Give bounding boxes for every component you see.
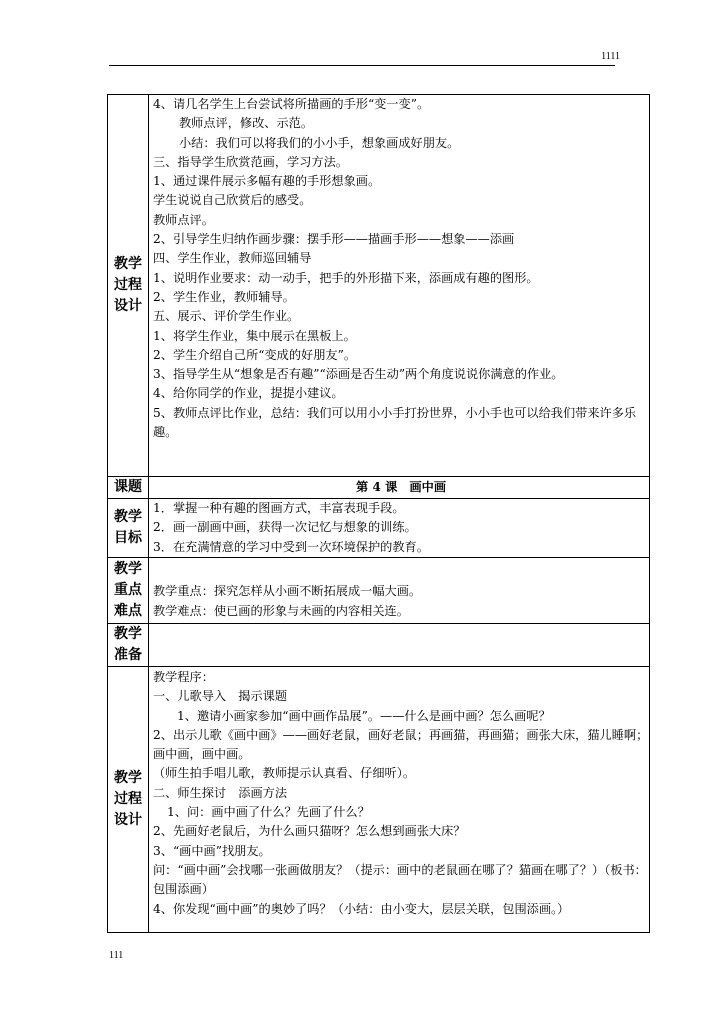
header-rule <box>109 65 615 66</box>
table-row <box>108 499 650 558</box>
table-row <box>108 95 650 477</box>
label-line: 教学 <box>114 770 142 786</box>
text-line: 教师点评，修改、示范。 <box>179 116 314 131</box>
page-header-number: 1111 <box>601 51 620 62</box>
label-line: 教学 <box>114 626 142 642</box>
table-row <box>108 558 650 624</box>
text-line: 5、教师点评比作业，总结：我们可以用小小手打扮世界，小小手也可以给我们带来许多乐趣。 <box>153 405 637 440</box>
text-line: 教学重点：探究怎样从小画不断拓展成一幅大画。 <box>153 584 422 599</box>
row-label <box>108 95 149 477</box>
table-row <box>108 477 650 499</box>
text-line: 二、师生探讨 添画方法 <box>153 785 288 800</box>
label-line: 教学 <box>114 509 142 525</box>
text-line: 2、引导学生归纳作画步骤：摆手形——描画手形——想象——添画 <box>153 232 515 247</box>
row-content-empty <box>149 624 650 667</box>
text-line: 四、学生作业，教师巡回辅导 <box>153 251 312 266</box>
row-content <box>149 499 650 558</box>
page-footer-number: 111 <box>109 950 124 961</box>
row-label <box>108 499 149 558</box>
row-label <box>108 558 149 624</box>
label-line: 目标 <box>114 530 142 546</box>
text-line: 一、儿歌导入 揭示课题 <box>153 689 288 704</box>
text-line: 2、先画好老鼠后，为什么画只猫呀？怎么想到画张大床？ <box>153 824 466 839</box>
text-line: 2、学生作业，教师辅导。 <box>153 289 295 304</box>
label-line: 重点 <box>114 582 142 598</box>
row-label <box>108 477 149 499</box>
text-line: 教学程序： <box>153 670 214 684</box>
text-line: 问：“画中画”会找哪一张画做朋友？（提示：画中的老鼠画在哪了？猫画在哪了？）（板书：包围添画） <box>153 862 647 897</box>
text-line: 1．掌握一种有趣的图画方式，丰富表现手段。 <box>153 501 405 515</box>
label-line: 教学 <box>114 561 142 577</box>
text-line: 1、说明作业要求：动一动手，把手的外形描下来，添画成有趣的图形。 <box>153 270 539 285</box>
lesson-title: 第 4 课 画中画 <box>149 477 650 499</box>
text-line: 1、邀请小画家参加“画中画作品展”。——什么是画中画？怎么画呢？ <box>177 708 551 723</box>
label-line: 课题 <box>114 479 142 495</box>
text-line: 3、指导学生从“想象是否有趣”“添画是否生动”两个角度说说你满意的作业。 <box>153 367 564 382</box>
row-label <box>108 667 149 933</box>
text-line: 4、给你同学的作业，提提小建议。 <box>153 386 344 401</box>
text-line: 4、请几名学生上台尝试将所描画的手形“变一变”。 <box>153 97 430 111</box>
label-line: 准备 <box>114 647 142 663</box>
text-line: 1、通过课件展示多幅有趣的手形想象画。 <box>153 174 381 189</box>
text-line: 学生说说自己欣赏后的感受。 <box>153 193 312 208</box>
label-line: 过程 <box>114 277 142 293</box>
row-content <box>149 558 650 624</box>
text-line: 三、指导学生欣赏范画，学习方法。 <box>153 154 348 169</box>
label-line: 教学 <box>114 256 142 272</box>
row-content <box>149 667 650 933</box>
label-line: 难点 <box>114 603 142 619</box>
text-line: 4、你发现“画中画”的奥妙了吗？（小结：由小变大，层层关联，包围添画。） <box>153 901 570 916</box>
row-content <box>149 95 650 477</box>
text-line: 2、学生介绍自己所“变成的好朋友”。 <box>153 347 357 362</box>
label-line: 设计 <box>114 298 142 314</box>
text-line: 教师点评。 <box>153 212 214 227</box>
text-line: 小结：我们可以将我们的小小手，想象画成好朋友。 <box>179 135 460 150</box>
text-line: 1、问：画中画了什么？先画了什么？ <box>167 805 370 820</box>
text-line: （师生拍手唱儿歌，教师提示认真看、仔细听）。 <box>153 766 416 781</box>
table-row <box>108 667 650 933</box>
text-line: 3．在充满情意的学习中受到一次环境保护的教育。 <box>153 539 429 554</box>
label-line: 过程 <box>114 791 142 807</box>
text-line: 1、将学生作业，集中展示在黑板上。 <box>153 328 356 343</box>
text-line: 2、出示儿歌《画中画》——画好老鼠，画好老鼠；再画猫，再画猫；画张大床，猫儿睡啊；画中画，画中画。 <box>153 727 649 762</box>
lesson-plan-table <box>107 94 650 933</box>
text-line: 五、展示、评价学生作业。 <box>153 309 300 324</box>
label-line: 设计 <box>114 812 142 828</box>
table-row <box>108 624 650 667</box>
text-line: 3、“画中画”找朋友。 <box>153 843 271 858</box>
text-line: 2．画一副画中画，获得一次记忆与想象的训练。 <box>153 520 417 535</box>
row-label <box>108 624 149 667</box>
text-line: 教学难点：使已画的形象与未画的内容相关连。 <box>153 603 409 618</box>
